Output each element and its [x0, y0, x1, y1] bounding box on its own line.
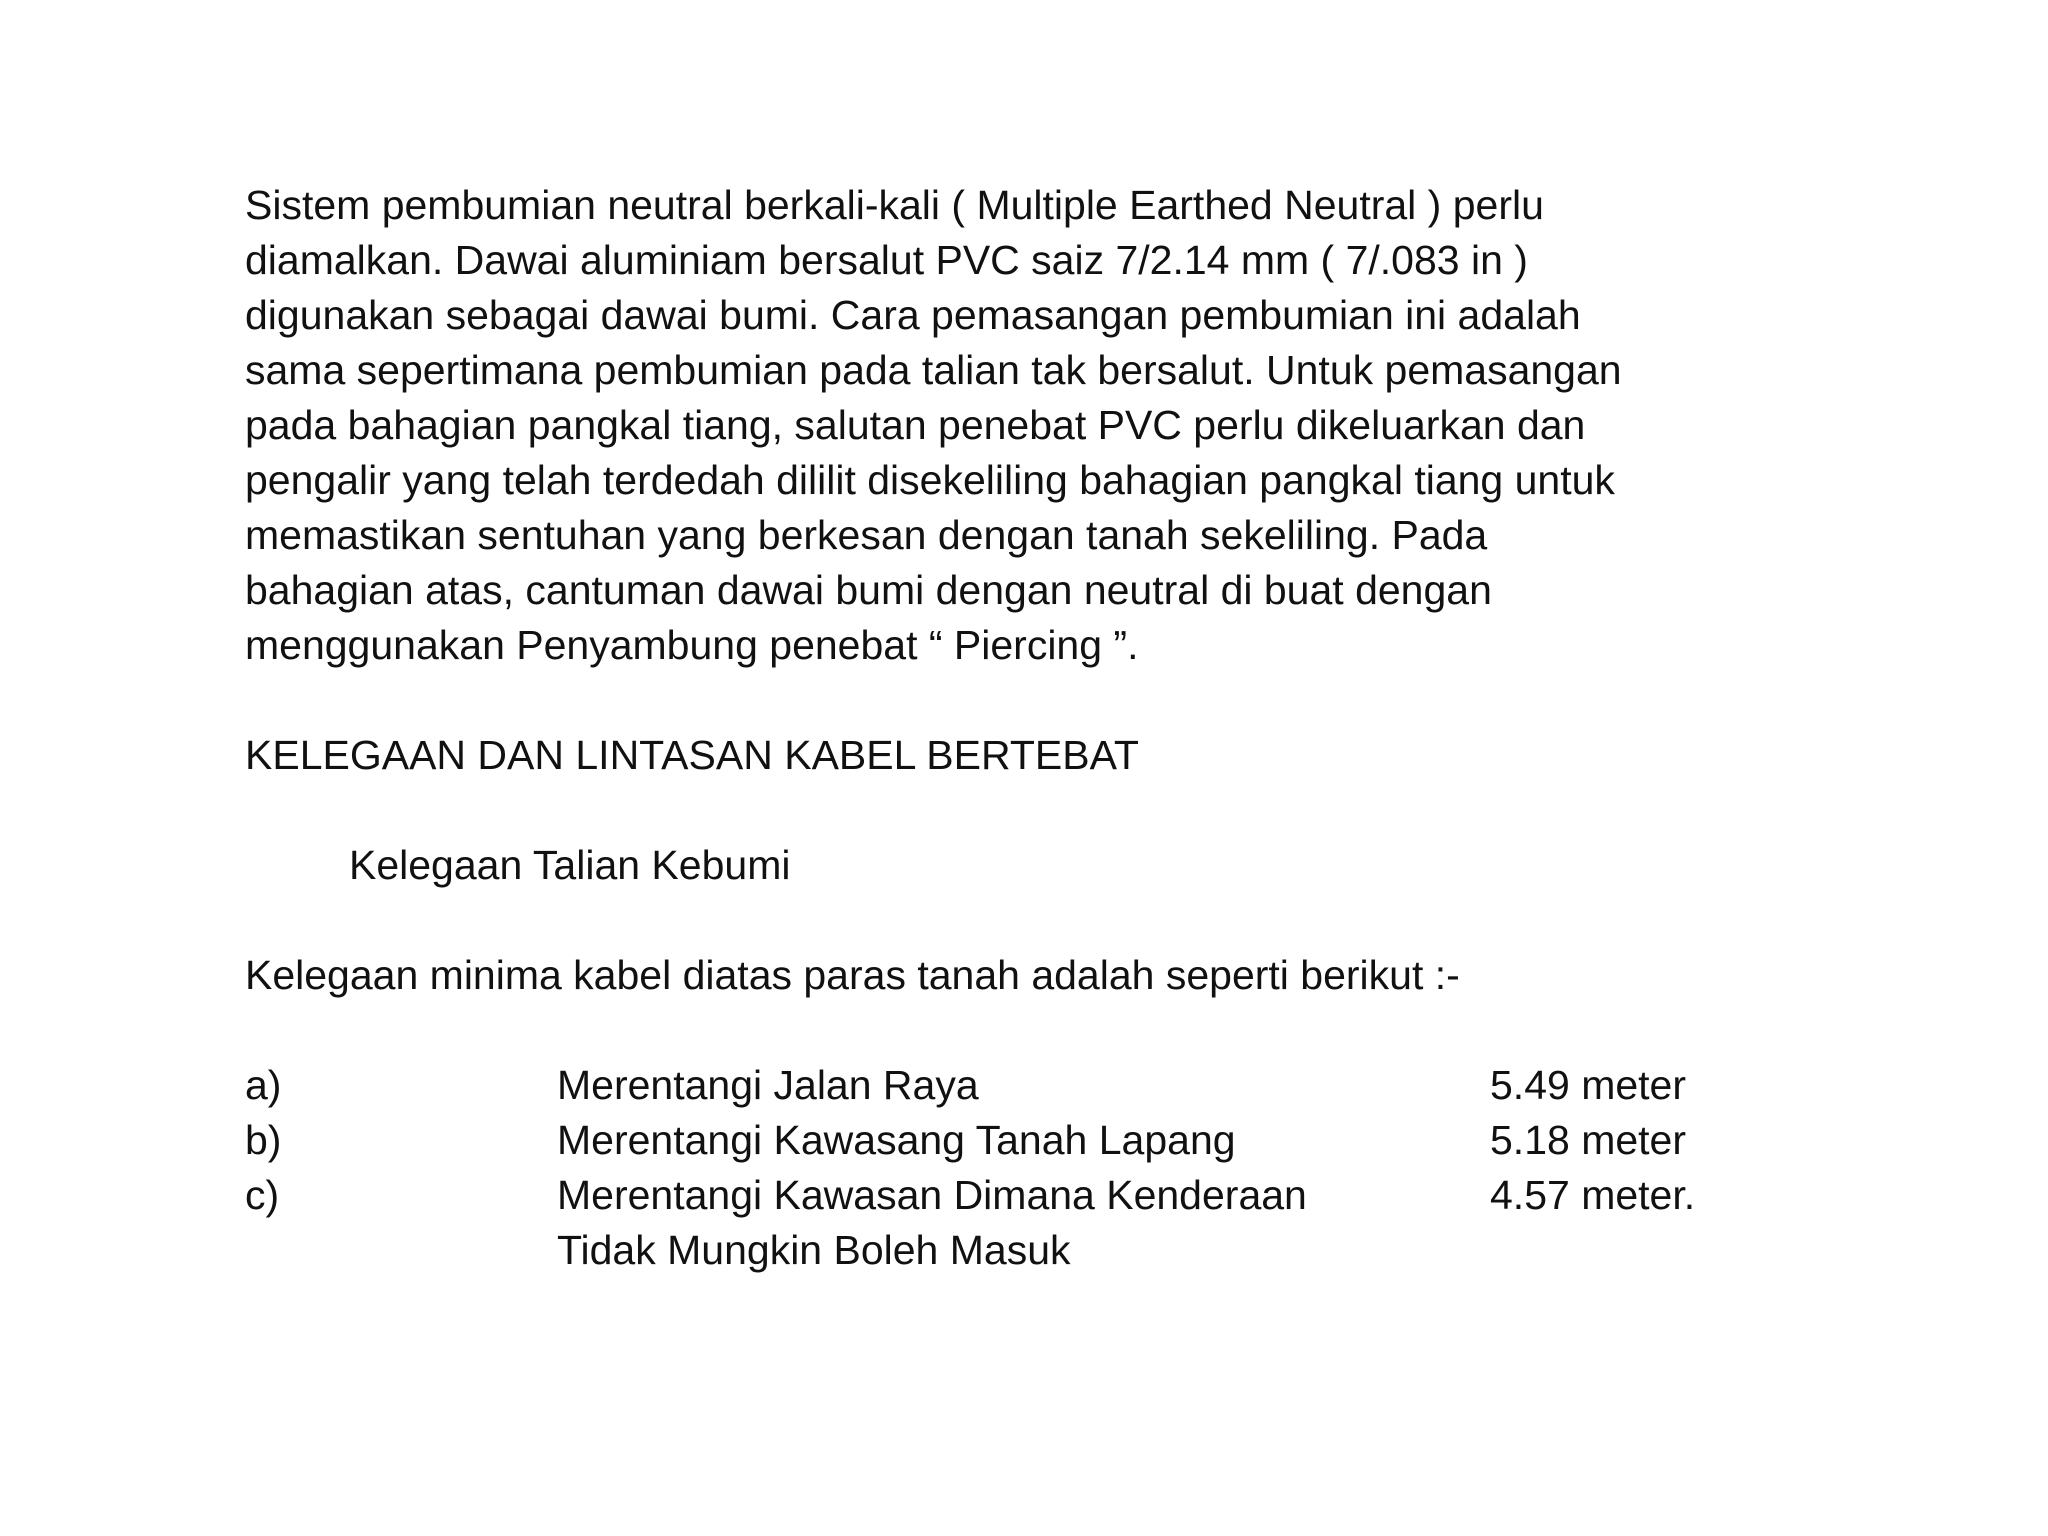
row-value: 5.18 meter: [1490, 1117, 1686, 1163]
section-heading: KELEGAAN DAN LINTASAN KABEL BERTEBAT: [245, 732, 1139, 778]
row-letter: a): [245, 1062, 282, 1108]
paragraph-line: Sistem pembumian neutral berkali-kali ( Multiple Earthed Neutral ) perlu: [245, 182, 1544, 228]
body-paragraph: [245, 178, 1805, 673]
row-letter: b): [245, 1117, 282, 1163]
document-content: [245, 178, 1805, 1278]
row-description: Merentangi Kawasan Dimana Kenderaan: [557, 1172, 1307, 1218]
clearance-row-continuation: [245, 1223, 1805, 1278]
clearance-row: [245, 1168, 1805, 1223]
clearance-row: [245, 1113, 1805, 1168]
row-description: Merentangi Kawasang Tanah Lapang: [557, 1117, 1236, 1163]
paragraph-line: digunakan sebagai dawai bumi. Cara pemasangan pembumian ini adalah: [245, 292, 1581, 338]
paragraph-line: pada bahagian pangkal tiang, salutan penebat PVC perlu dikeluarkan dan: [245, 402, 1586, 448]
row-letter: c): [245, 1172, 280, 1218]
paragraph-line: sama sepertimana pembumian pada talian tak bersalut. Untuk pemasangan: [245, 347, 1622, 393]
clearance-list: [245, 1058, 1805, 1278]
paragraph-line: bahagian atas, cantuman dawai bumi dengan neutral di buat dengan: [245, 567, 1492, 613]
intro-sentence: Kelegaan minima kabel diatas paras tanah adalah seperti berikut :-: [245, 952, 1460, 998]
paragraph-line: memastikan sentuhan yang berkesan dengan tanah sekeliling. Pada: [245, 512, 1488, 558]
row-value: 5.49 meter: [1490, 1062, 1686, 1108]
clearance-row: [245, 1058, 1805, 1113]
paragraph-line: menggunakan Penyambung penebat “ Piercing ”.: [245, 622, 1139, 668]
sub-heading: Kelegaan Talian Kebumi: [349, 842, 791, 888]
paragraph-line: diamalkan. Dawai aluminiam bersalut PVC saiz 7/2.14 mm ( 7/.083 in ): [245, 237, 1528, 283]
row-description: Merentangi Jalan Raya: [557, 1062, 979, 1108]
row-value: 4.57 meter.: [1490, 1172, 1696, 1218]
row-description: Tidak Mungkin Boleh Masuk: [557, 1227, 1071, 1273]
paragraph-line: pengalir yang telah terdedah dililit disekeliling bahagian pangkal tiang untuk: [245, 457, 1615, 503]
